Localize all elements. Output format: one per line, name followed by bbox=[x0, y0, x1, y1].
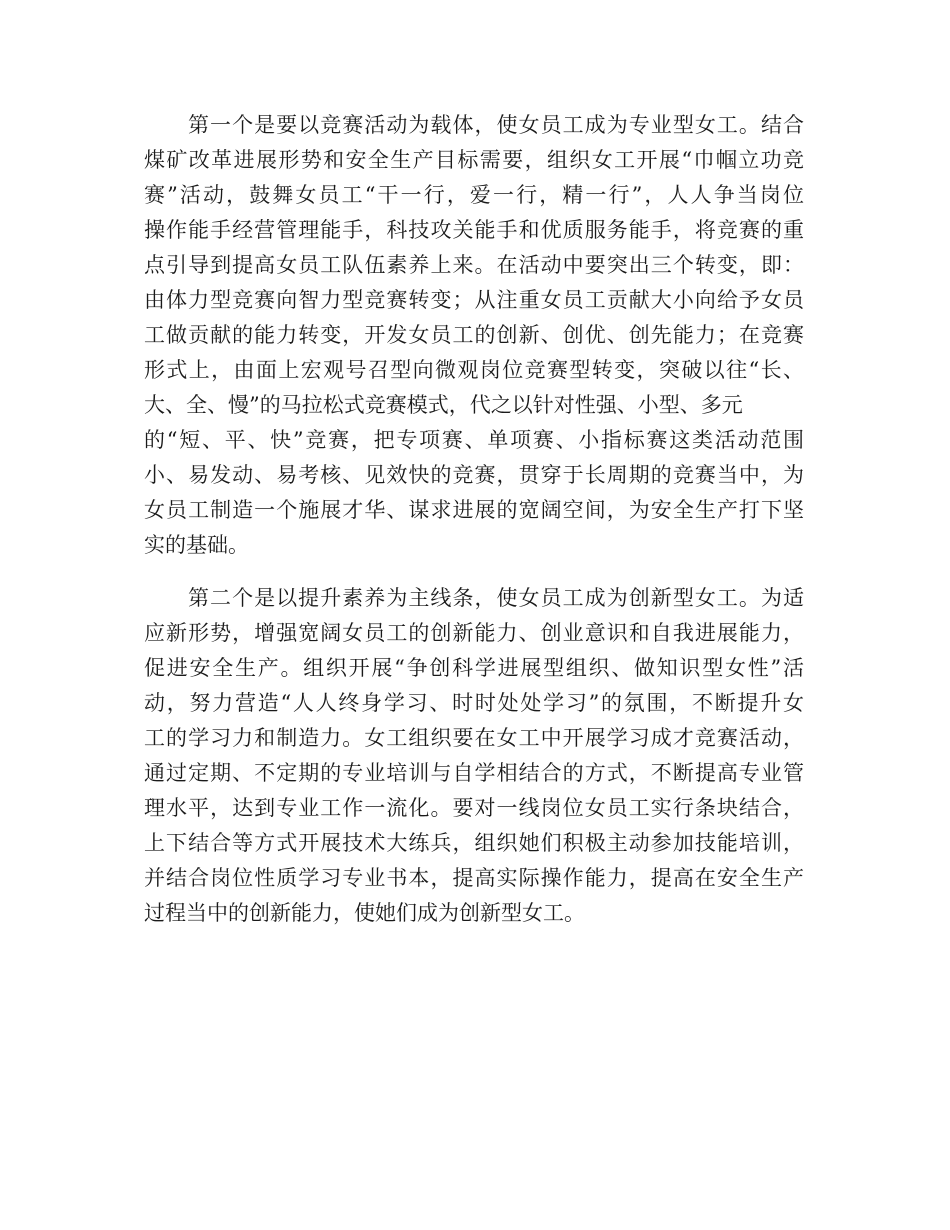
paragraph-line: 工做贡献的能力转变，开发女员工的创新、创优、创先能力；在竞赛 bbox=[144, 323, 804, 347]
paragraph-spacer bbox=[144, 563, 804, 581]
paragraph-line: 点引导到提高女员工队伍素养上来。在活动中要突出三个转变，即： bbox=[144, 253, 804, 277]
paragraph-line: 小、易发动、易考核、见效快的竞赛，贯穿于长周期的竞赛当中，为 bbox=[144, 463, 804, 487]
paragraph-line: 过程当中的创新能力，使她们成为创新型女工。 bbox=[144, 901, 585, 925]
paragraph-line: 女员工制造一个施展才华、谋求进展的宽阔空间，为安全生产打下坚 bbox=[144, 498, 804, 522]
paragraph-line: 动，努力营造“人人终身学习、时时处处学习”的氛围，不断提升女 bbox=[144, 691, 804, 715]
paragraph-line: 煤矿改革进展形势和安全生产目标需要，组织女工开展“巾帼立功竞 bbox=[144, 148, 804, 172]
paragraph-line: 第二个是以提升素养为主线条，使女员工成为创新型女工。为适 bbox=[188, 586, 804, 610]
paragraph-1 bbox=[144, 108, 804, 563]
paragraph-line: 第一个是要以竞赛活动为载体，使女员工成为专业型女工。结合 bbox=[188, 113, 804, 137]
paragraph-line: 应新形势，增强宽阔女员工的创新能力、创业意识和自我进展能力， bbox=[144, 621, 804, 645]
paragraph-2 bbox=[144, 581, 804, 931]
paragraph-line: 上下结合等方式开展技术大练兵，组织她们积极主动参加技能培训， bbox=[144, 831, 804, 855]
paragraph-line: 促进安全生产。组织开展“争创科学进展型组织、做知识型女性”活 bbox=[144, 656, 804, 680]
paragraph-line: 实的基础。 bbox=[144, 533, 249, 557]
paragraph-line: 大、全、慢”的马拉松式竞赛模式，代之以针对性强、小型、多元 bbox=[144, 393, 743, 417]
paragraph-line: 赛”活动，鼓舞女员工“干一行，爱一行，精一行”，人人争当岗位 bbox=[144, 183, 804, 207]
paragraph-line: 通过定期、不定期的专业培训与自学相结合的方式，不断提高专业管 bbox=[144, 761, 804, 785]
paragraph-line: 操作能手经营管理能手，科技攻关能手和优质服务能手，将竞赛的重 bbox=[144, 218, 804, 242]
paragraph-line: 理水平，达到专业工作一流化。要对一线岗位女员工实行条块结合， bbox=[144, 796, 804, 820]
paragraph-line: 形式上，由面上宏观号召型向微观岗位竞赛型转变，突破以往“长、 bbox=[144, 358, 804, 382]
paragraph-line: 由体力型竞赛向智力型竞赛转变；从注重女员工贡献大小向给予女员 bbox=[144, 288, 804, 312]
paragraph-line: 工的学习力和制造力。女工组织要在女工中开展学习成才竞赛活动， bbox=[144, 726, 804, 750]
paragraph-line: 并结合岗位性质学习专业书本，提高实际操作能力，提高在安全生产 bbox=[144, 866, 804, 890]
document-body bbox=[144, 108, 804, 931]
paragraph-line: 的“短、平、快”竞赛，把专项赛、单项赛、小指标赛这类活动范围 bbox=[144, 428, 804, 452]
